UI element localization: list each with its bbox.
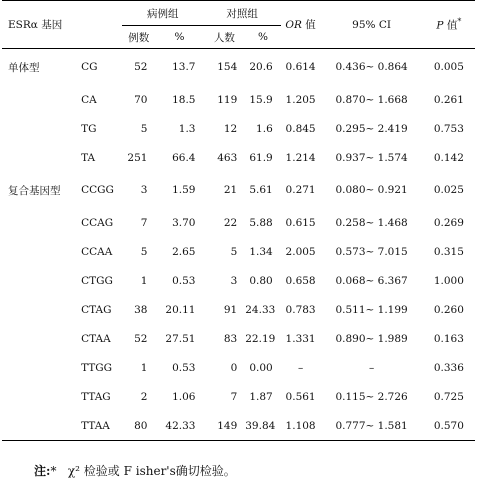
row-case-count: 7 [140,216,148,229]
header-or-suffix: 值 [301,19,316,31]
row-ci-value: 0.115~ 2.726 [335,390,408,403]
row-control-count: 12 [223,122,238,135]
row-control-pct: 1.87 [249,390,273,403]
row-control-pct: 39.84 [245,419,276,432]
row-or-value: 0.783 [285,303,316,316]
table-row [2,411,475,441]
row-p-value: 0.570 [433,419,464,432]
row-case-pct: 0.53 [172,361,196,374]
header-gene: ESRα 基因 [8,19,63,31]
row-control-pct: 20.6 [249,61,273,73]
row-ci-value: 0.777~ 1.581 [335,419,408,432]
header-or [281,1,321,49]
header-case-count: 例数 [128,31,150,44]
row-case-count: 1 [140,274,148,287]
row-or-value: 1.108 [285,419,316,432]
table-row [2,266,475,295]
genotype-table [2,0,475,441]
row-genotype: TG [81,122,97,135]
row-group-label [2,411,75,441]
row-ci-value: 0.870~ 1.668 [335,93,408,106]
row-ci-value: 0.511~ 1.199 [335,303,408,316]
row-ci-value: 0.068~ 6.367 [335,274,408,287]
row-case-pct: 18.5 [172,93,196,106]
row-ci-value: 0.295~ 2.419 [335,122,408,135]
row-control-pct: 1.6 [256,122,273,135]
row-p-value: 0.725 [433,390,464,403]
note-text: χ² 检验或 F isher's确切检验。 [67,464,236,478]
row-or-value: 0.561 [285,390,316,403]
row-ci-value: 0.573~ 7.015 [335,245,408,258]
row-control-pct: 22.19 [245,332,276,345]
header-p [423,1,475,49]
row-or-value: 0.845 [285,122,316,135]
table-row [2,85,475,114]
row-p-value: 1.000 [433,274,464,287]
row-p-value: 0.269 [433,216,464,229]
row-control-count: 3 [230,274,238,287]
row-or-value: 1.214 [285,151,316,164]
row-case-count: 52 [134,61,148,73]
header-control-pct: % [258,31,268,43]
row-control-pct: 5.61 [249,184,273,196]
table-row [2,237,475,266]
row-p-value: 0.025 [433,184,464,196]
row-control-pct: 15.9 [249,93,273,106]
row-ci-value: – [368,361,375,374]
table-row [2,49,475,86]
row-p-value: 0.142 [433,151,464,164]
row-p-value: 0.753 [433,122,464,135]
row-group-label: 复合基因型 [8,184,61,197]
row-case-count: 3 [140,184,148,196]
row-control-count: 21 [223,184,238,196]
row-case-count: 2 [140,390,148,403]
row-genotype: CTAG [81,303,112,316]
row-ci-value: 0.258~ 1.468 [335,216,408,229]
row-case-count: 5 [140,122,148,135]
row-control-pct: 24.33 [245,303,276,316]
header-blank [75,1,122,49]
row-control-count: 7 [230,390,238,403]
row-or-value: 0.614 [285,61,316,73]
genotype-table-container [2,0,475,441]
row-case-count: 52 [134,332,148,345]
header-p-symbol: P [436,19,444,32]
row-p-value: 0.260 [433,303,464,316]
row-ci-value: 0.890~ 1.989 [335,332,408,345]
row-control-count: 154 [217,61,238,73]
row-control-count: 463 [217,151,238,164]
row-group-label [2,324,75,353]
header-p-suffix: 值 [443,19,458,32]
row-case-count: 5 [140,245,148,258]
header-or-symbol: OR [285,19,302,31]
row-control-pct: 1.34 [249,245,273,258]
header-case-group: 病例组 [122,1,203,26]
table-row [2,208,475,237]
row-control-pct: 0.80 [249,274,273,287]
row-case-pct: 13.7 [172,61,196,73]
row-or-value: 0.271 [285,184,316,196]
header-control-count: 人数 [213,31,235,44]
row-case-count: 38 [134,303,148,316]
row-case-pct: 1.59 [172,184,196,196]
row-or-value: 1.205 [285,93,316,106]
row-case-count: 1 [140,361,148,374]
row-or-value: 2.005 [285,245,316,258]
table-note [34,462,236,479]
row-ci-value: 0.937~ 1.574 [335,151,408,164]
row-case-count: 70 [134,93,148,106]
row-case-count: 80 [134,419,148,432]
row-group-label: 单体型 [8,61,40,74]
row-genotype: CCAG [81,216,114,229]
table-row [2,324,475,353]
row-or-value: – [297,361,304,374]
row-genotype: CG [81,61,98,73]
table-row [2,114,475,143]
row-genotype: TTAA [81,419,110,432]
row-control-pct: 61.9 [249,151,273,164]
row-group-label [2,266,75,295]
table-row [2,143,475,172]
row-control-count: 119 [217,93,238,106]
row-ci-value: 0.080~ 0.921 [335,184,408,196]
row-p-value: 0.261 [433,93,464,106]
row-ci-value: 0.436~ 0.864 [335,61,408,73]
row-case-pct: 2.65 [172,245,196,258]
row-genotype: TA [81,151,96,164]
row-control-count: 5 [230,245,238,258]
row-p-value: 0.163 [433,332,464,345]
row-p-value: 0.336 [433,361,464,374]
table-row [2,382,475,411]
row-case-pct: 0.53 [172,274,196,287]
table-row [2,353,475,382]
row-control-count: 91 [223,303,238,316]
row-group-label [2,237,75,266]
row-genotype: CCGG [81,184,114,196]
row-group-label [2,85,75,114]
row-case-pct: 27.51 [165,332,196,345]
row-case-pct: 3.70 [172,216,196,229]
row-group-label [2,114,75,143]
row-genotype: CTGG [81,274,113,287]
row-group-label [2,295,75,324]
row-or-value: 0.615 [285,216,316,229]
row-case-pct: 20.11 [165,303,196,316]
header-ci: 95% CI [352,18,391,31]
note-label: 注: [34,464,51,478]
note-star: * [50,464,57,478]
row-case-count: 251 [127,151,148,164]
row-group-label [2,208,75,237]
row-genotype: CA [81,93,97,106]
header-control-group: 对照组 [203,1,280,26]
header-p-star: * [457,16,462,26]
row-p-value: 0.005 [433,61,464,73]
row-case-pct: 1.3 [178,122,196,135]
row-group-label [2,382,75,411]
row-genotype: CTAA [81,332,111,345]
row-case-pct: 1.06 [172,390,196,403]
row-group-label [2,353,75,382]
header-case-pct: % [174,31,185,43]
table-row [2,172,475,208]
row-or-value: 1.331 [285,332,316,345]
row-genotype: CCAA [81,245,113,258]
row-p-value: 0.315 [433,245,464,258]
row-genotype: TTAG [81,390,111,403]
row-or-value: 0.658 [285,274,316,287]
row-control-count: 22 [223,216,238,229]
row-group-label [2,143,75,172]
row-genotype: TTGG [81,361,113,374]
row-control-count: 83 [223,332,238,345]
row-case-pct: 66.4 [172,151,196,164]
row-control-count: 0 [230,361,238,374]
table-row [2,295,475,324]
row-control-pct: 5.88 [249,216,273,229]
row-control-count: 149 [217,419,238,432]
row-case-pct: 42.33 [165,419,196,432]
table-body [2,49,475,441]
row-control-pct: 0.00 [249,361,273,374]
